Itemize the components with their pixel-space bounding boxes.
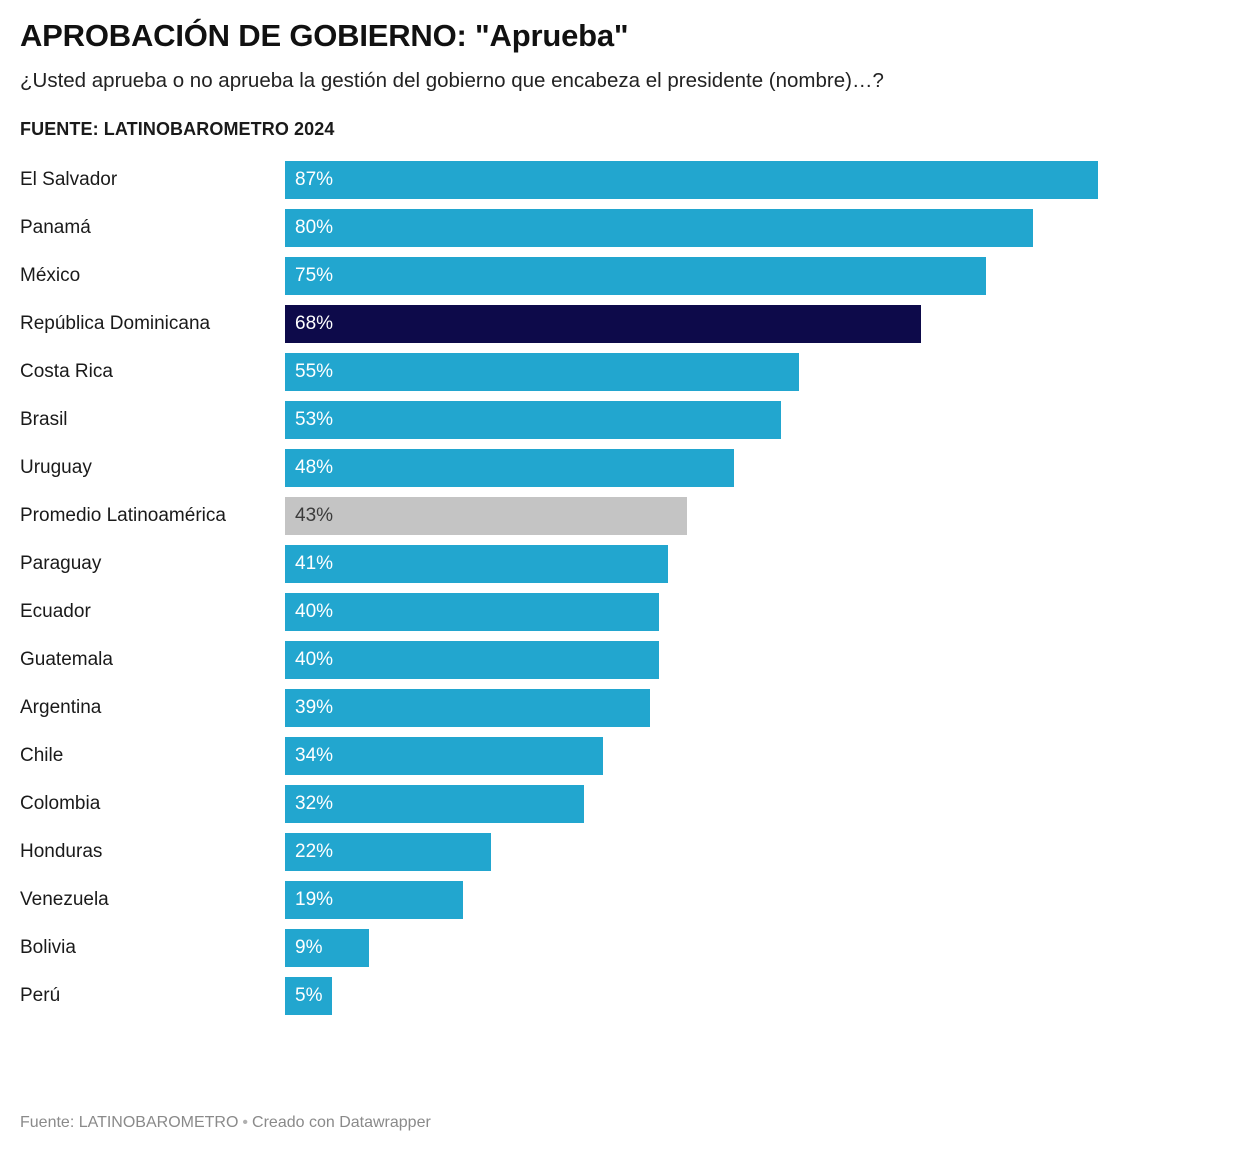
bar-track — [285, 353, 1220, 391]
bar-value-label: 43% — [295, 505, 334, 527]
bar-row — [20, 828, 1220, 876]
bar-category-label: Costa Rica — [20, 361, 113, 383]
bar-fill[interactable] — [285, 737, 603, 775]
bar-track — [285, 209, 1220, 247]
bar-category-label: Colombia — [20, 793, 101, 815]
bar-value-label: 55% — [295, 361, 334, 383]
bar-category-label: México — [20, 265, 81, 287]
bar-row — [20, 732, 1220, 780]
bar-fill[interactable] — [285, 929, 369, 967]
bar-track — [285, 161, 1220, 199]
bar-row — [20, 300, 1220, 348]
bar-fill[interactable] — [285, 161, 1098, 199]
bar-row — [20, 876, 1220, 924]
bar-value-label: 5% — [295, 985, 323, 1007]
bar-value-label: 19% — [295, 889, 334, 911]
bar-category-label: Guatemala — [20, 649, 113, 671]
bar-track — [285, 593, 1220, 631]
bar-fill[interactable] — [285, 449, 734, 487]
bar-category-label: Venezuela — [20, 889, 109, 911]
bar-chart-plot — [20, 156, 1220, 1020]
bar-row — [20, 972, 1220, 1020]
bar-track — [285, 497, 1220, 535]
bar-row — [20, 924, 1220, 972]
chart-source-heading: FUENTE: LATINOBAROMETRO 2024 — [20, 119, 335, 140]
bar-row — [20, 156, 1220, 204]
bar-fill[interactable] — [285, 689, 650, 727]
page-title: APROBACIÓN DE GOBIERNO: "Aprueba" — [20, 18, 629, 53]
bar-value-label: 41% — [295, 553, 334, 575]
bar-fill[interactable] — [285, 401, 781, 439]
bar-category-label: Promedio Latinoamérica — [20, 505, 226, 527]
bar-value-label: 87% — [295, 169, 334, 191]
bar-track — [285, 545, 1220, 583]
bar-track — [285, 929, 1220, 967]
bar-fill[interactable] — [285, 353, 799, 391]
bar-fill[interactable] — [285, 305, 921, 343]
bar-row — [20, 780, 1220, 828]
bar-fill[interactable] — [285, 641, 659, 679]
bar-category-label: Perú — [20, 985, 61, 1007]
bar-row — [20, 444, 1220, 492]
bar-fill[interactable] — [285, 545, 668, 583]
bar-category-label: Uruguay — [20, 457, 92, 479]
bar-track — [285, 401, 1220, 439]
bar-value-label: 22% — [295, 841, 334, 863]
bar-category-label: Brasil — [20, 409, 68, 431]
bar-value-label: 39% — [295, 697, 334, 719]
bar-fill[interactable] — [285, 257, 986, 295]
bar-track — [285, 257, 1220, 295]
bar-row — [20, 252, 1220, 300]
bar-category-label: Paraguay — [20, 553, 102, 575]
bar-track — [285, 689, 1220, 727]
bar-fill[interactable] — [285, 593, 659, 631]
footer-separator: • — [242, 1114, 249, 1131]
bar-fill[interactable] — [285, 977, 332, 1015]
bar-row — [20, 636, 1220, 684]
bar-row — [20, 396, 1220, 444]
bar-category-label: República Dominicana — [20, 313, 211, 335]
chart-footer — [20, 1114, 431, 1132]
bar-row — [20, 348, 1220, 396]
bar-row — [20, 492, 1220, 540]
chart-subtitle: ¿Usted aprueba o no aprueba la gestión del gobierno que encabeza el presidente (nombre)…? — [20, 68, 884, 92]
bar-row — [20, 588, 1220, 636]
bar-category-label: El Salvador — [20, 169, 118, 191]
bar-category-label: Bolivia — [20, 937, 76, 959]
bar-track — [285, 881, 1220, 919]
bar-track — [285, 977, 1220, 1015]
bar-value-label: 48% — [295, 457, 334, 479]
bar-fill[interactable] — [285, 209, 1033, 247]
bar-fill[interactable] — [285, 833, 491, 871]
bar-row — [20, 204, 1220, 252]
bar-track — [285, 449, 1220, 487]
bar-value-label: 32% — [295, 793, 334, 815]
bar-value-label: 68% — [295, 313, 334, 335]
bar-category-label: Chile — [20, 745, 64, 767]
bar-row — [20, 684, 1220, 732]
bar-value-label: 80% — [295, 217, 334, 239]
footer-source: Fuente: LATINOBAROMETRO — [20, 1114, 239, 1131]
footer-credit: Creado con Datawrapper — [252, 1114, 431, 1131]
bar-track — [285, 833, 1220, 871]
bar-track — [285, 305, 1220, 343]
bar-track — [285, 737, 1220, 775]
bar-track — [285, 785, 1220, 823]
bar-fill[interactable] — [285, 881, 463, 919]
bar-category-label: Honduras — [20, 841, 103, 863]
bar-row — [20, 540, 1220, 588]
bar-value-label: 40% — [295, 649, 334, 671]
bar-fill[interactable] — [285, 497, 687, 535]
bar-value-label: 34% — [295, 745, 334, 767]
bar-value-label: 9% — [295, 937, 323, 959]
bar-value-label: 40% — [295, 601, 334, 623]
bar-fill[interactable] — [285, 785, 584, 823]
bar-value-label: 53% — [295, 409, 334, 431]
bar-track — [285, 641, 1220, 679]
bar-category-label: Argentina — [20, 697, 102, 719]
bar-category-label: Ecuador — [20, 601, 91, 623]
bar-value-label: 75% — [295, 265, 334, 287]
bar-category-label: Panamá — [20, 217, 91, 239]
